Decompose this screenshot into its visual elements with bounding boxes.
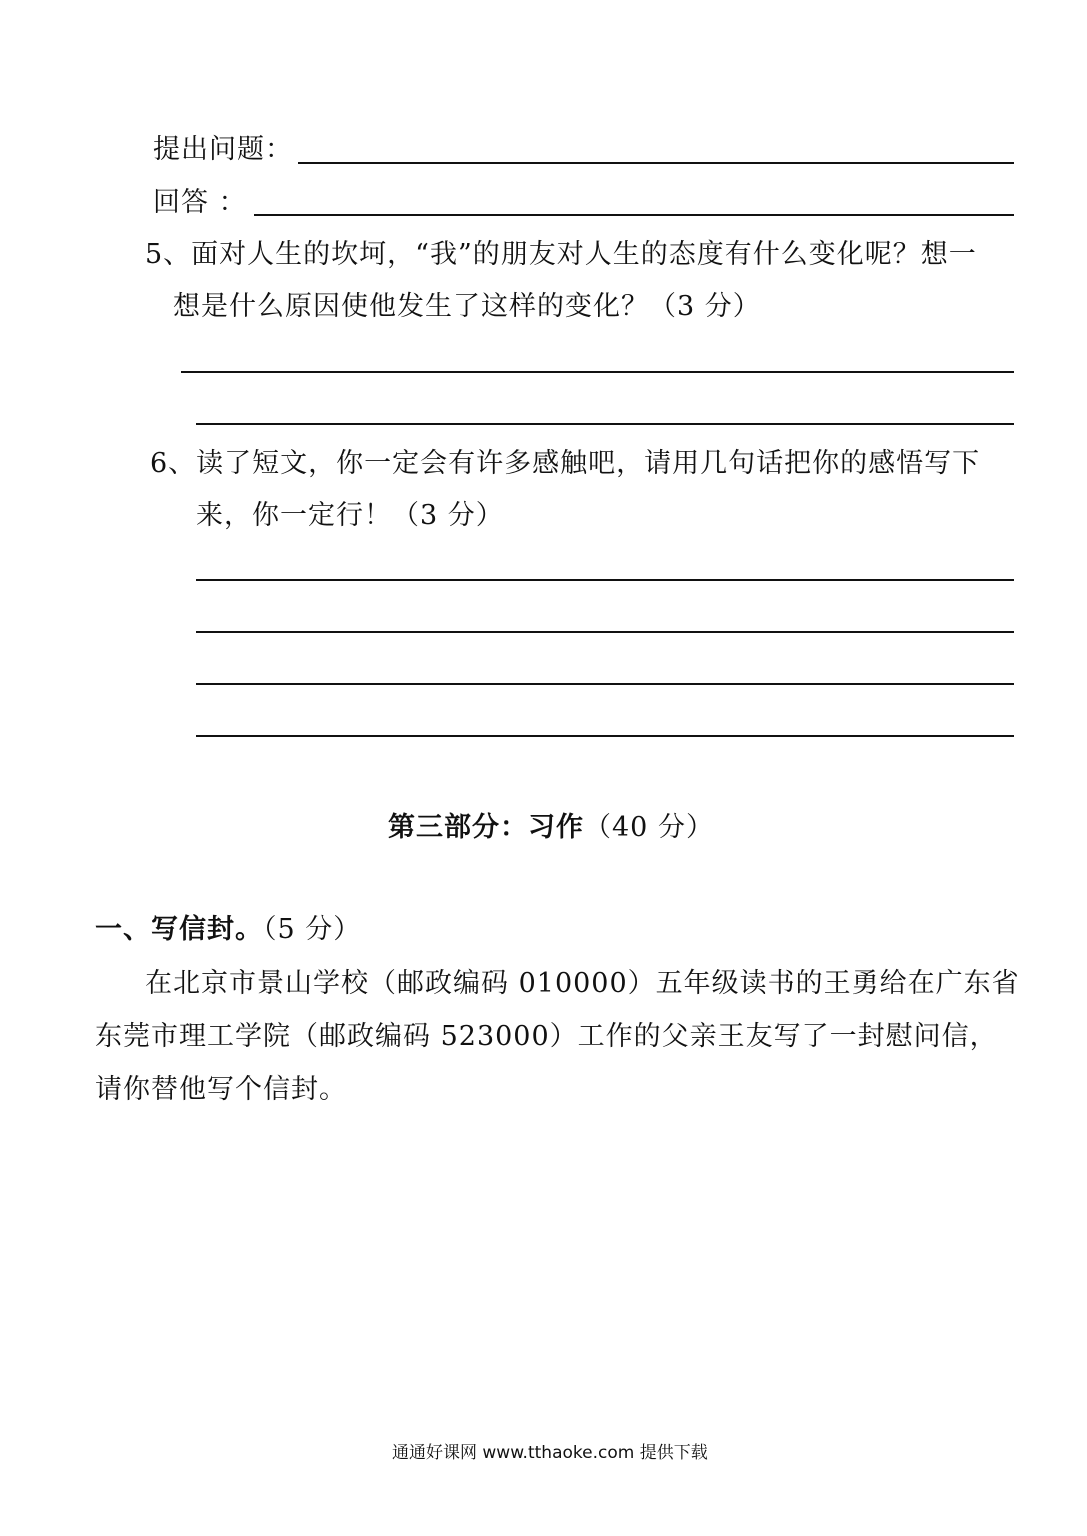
part-3-title: 第三部分：习作 bbox=[388, 812, 584, 843]
question-5-line-1: 5、面对人生的坎坷，“我”的朋友对人生的态度有什么变化呢？想一 bbox=[145, 239, 977, 270]
section-1-score: （5 分） bbox=[263, 914, 362, 945]
answer-line[interactable] bbox=[254, 214, 1014, 216]
answer-label: 回答 ： bbox=[153, 187, 247, 218]
section-1-body-line-2: 东莞市理工学院（邮政编码 523000）工作的父亲王友写了一封慰问信， bbox=[95, 1021, 998, 1052]
section-1-title: 一、写信封。 bbox=[95, 914, 263, 945]
question-6-answer-line-3[interactable] bbox=[196, 683, 1014, 685]
section-1-heading bbox=[95, 913, 361, 947]
question-6-answer-line-2[interactable] bbox=[196, 631, 1014, 633]
question-5-line-2: 想是什么原因使他发生了这样的变化？（3 分） bbox=[173, 291, 761, 322]
question-6-answer-line-4[interactable] bbox=[196, 735, 1014, 737]
question-6-answer-line-1[interactable] bbox=[196, 579, 1014, 581]
question-5-answer-line-1[interactable] bbox=[181, 371, 1014, 373]
section-1-body-line-1: 在北京市景山学校（邮政编码 010000）五年级读书的王勇给在广东省 bbox=[145, 968, 1020, 999]
question-6-line-1: 6、读了短文，你一定会有许多感触吧，请用几句话把你的感悟写下 bbox=[150, 448, 981, 479]
part-3-score: （40 分） bbox=[584, 812, 714, 843]
question-6-line-2: 来，你一定行！（3 分） bbox=[196, 500, 504, 531]
part-3-heading bbox=[388, 811, 714, 845]
question-answer-line[interactable] bbox=[298, 162, 1014, 164]
page-footer: 通通好课网 www.tthaoke.com 提供下载 bbox=[392, 1443, 708, 1463]
section-1-body-line-3: 请你替他写个信封。 bbox=[95, 1074, 347, 1105]
question-prompt-label: 提出问题： bbox=[153, 134, 293, 165]
question-5-answer-line-2[interactable] bbox=[196, 423, 1014, 425]
